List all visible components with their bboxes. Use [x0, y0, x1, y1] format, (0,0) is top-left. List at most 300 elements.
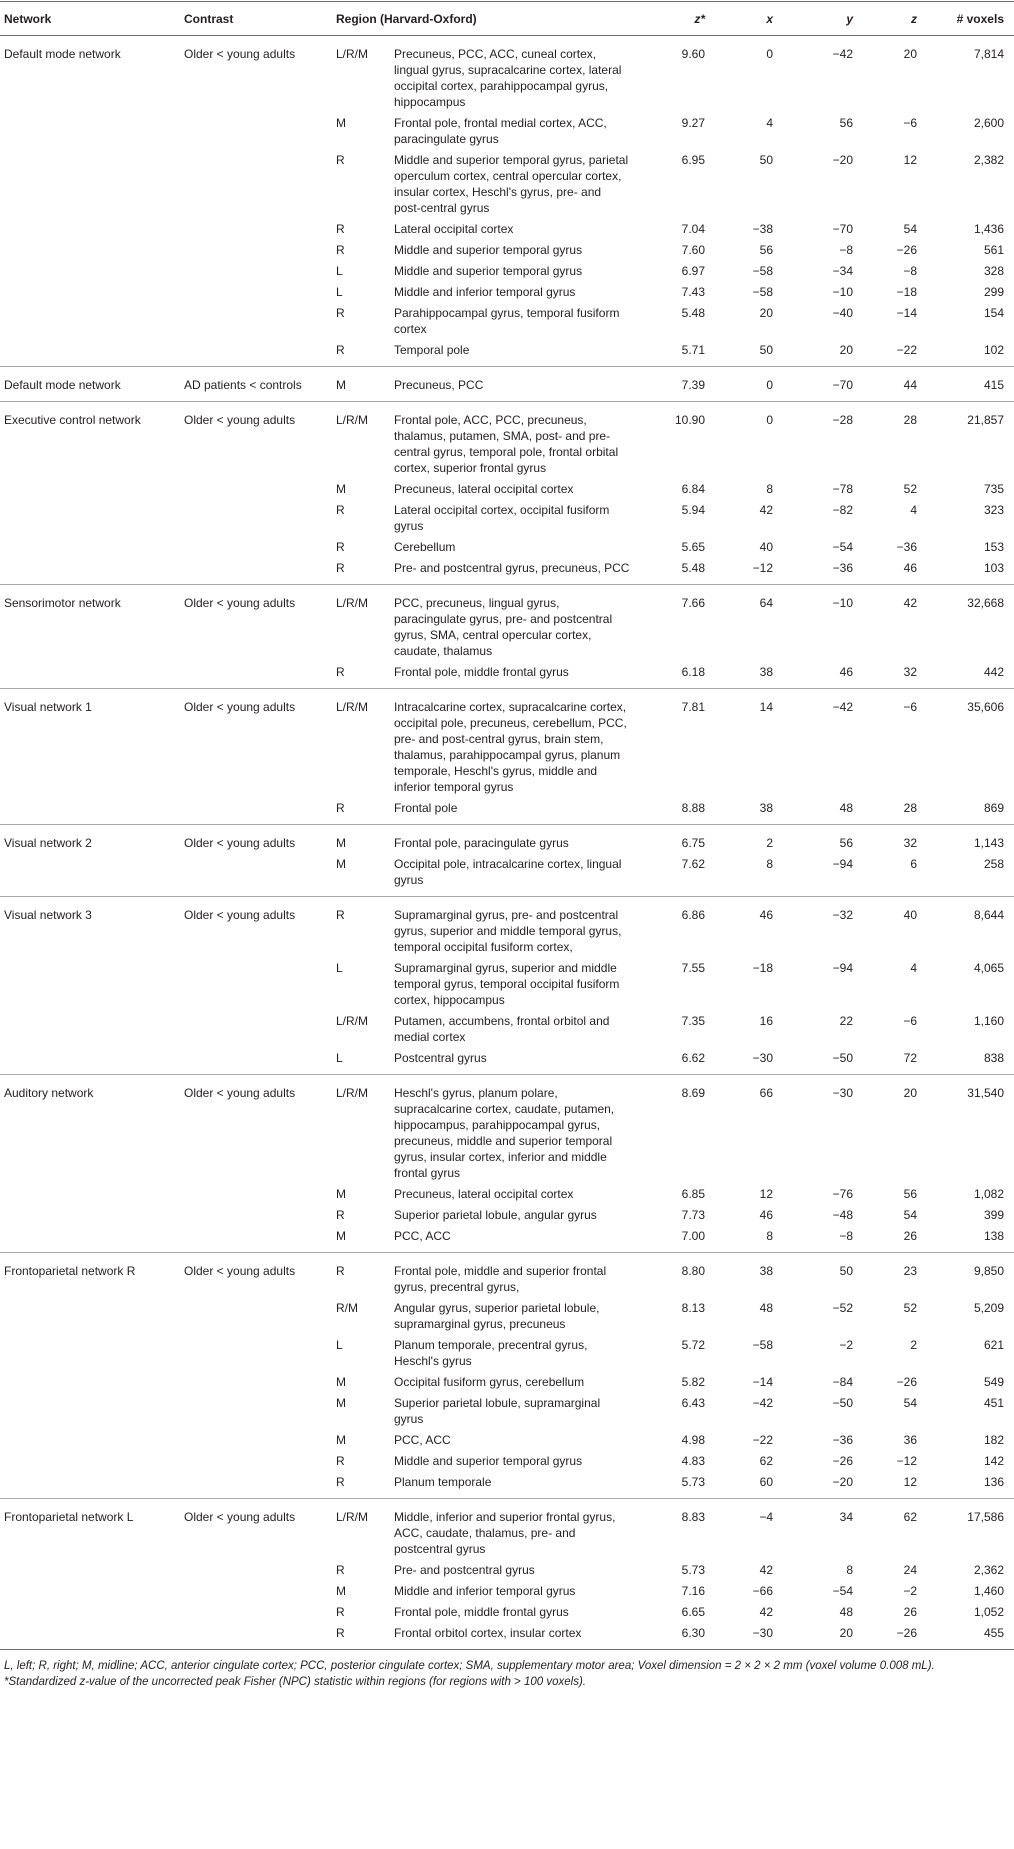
voxels-cell: 869 [927, 798, 1014, 825]
network-cell [0, 340, 180, 367]
x-cell: 12 [759, 1187, 773, 1201]
region-cell: Middle and superior temporal gyrus [394, 264, 583, 278]
contrast-cell [180, 1393, 332, 1430]
table-row [0, 585, 1014, 663]
z-star-cell: 7.35 [681, 1014, 705, 1028]
contrast-cell [180, 1184, 332, 1205]
table-row [0, 1451, 1014, 1472]
x-cell: 40 [759, 540, 773, 554]
network-cell [0, 1472, 180, 1499]
contrast-cell [180, 113, 332, 150]
region-cell: Planum temporale [390, 1472, 633, 1499]
table-row [0, 1623, 1014, 1650]
voxels-cell: 5,209 [973, 1301, 1004, 1315]
network-cell: Frontoparietal network L [4, 1510, 134, 1524]
contrast-cell [180, 340, 332, 367]
contrast-cell: Older < young adults [184, 1264, 296, 1278]
z-star-cell: 7.73 [681, 1208, 705, 1222]
network-cell [0, 479, 180, 500]
x-cell: 38 [715, 662, 783, 689]
table-row [0, 1602, 1014, 1623]
y-cell: −20 [832, 153, 853, 167]
y-cell: 22 [839, 1014, 853, 1028]
x-cell: 0 [715, 367, 783, 402]
region-cell: Precuneus, PCC, ACC, cuneal cortex, lingual gyrus, supracalcarine cortex, lateral occipital cortex, parahippocampal gyrus, hippocampus [394, 47, 622, 109]
contrast-cell [180, 537, 332, 558]
voxels-cell: 35,606 [967, 700, 1004, 714]
header-network: Network [0, 2, 180, 36]
y-cell: 20 [783, 1623, 863, 1650]
region-cell: Angular gyrus, superior parietal lobule, supramarginal gyrus, precuneus [394, 1301, 600, 1331]
y-cell: −10 [832, 596, 853, 610]
contrast-cell [180, 662, 332, 689]
z-cell: 6 [863, 854, 927, 897]
table-row [0, 825, 1014, 855]
x-cell: −58 [752, 264, 773, 278]
voxels-cell: 31,540 [967, 1086, 1004, 1100]
contrast-cell: Older < young adults [184, 413, 296, 427]
contrast-cell [180, 1205, 332, 1226]
y-cell: −28 [832, 413, 853, 427]
network-cell [0, 240, 180, 261]
contrast-cell [180, 1451, 332, 1472]
region-cell: Precuneus, lateral occipital cortex [394, 482, 574, 496]
table-row [0, 689, 1014, 799]
z-cell: 44 [863, 367, 927, 402]
network-cell: Auditory network [4, 1086, 94, 1100]
y-cell: −84 [832, 1375, 853, 1389]
x-cell: −4 [759, 1510, 773, 1524]
header-x: x [715, 2, 783, 36]
z-cell: 72 [863, 1048, 927, 1075]
x-cell: −42 [752, 1396, 773, 1410]
x-cell: 42 [759, 503, 773, 517]
z-star-cell: 7.43 [681, 285, 705, 299]
y-cell: 48 [783, 798, 863, 825]
network-cell [0, 1372, 180, 1393]
table-row [0, 662, 1014, 689]
network-cell: Sensorimotor network [4, 596, 121, 610]
network-cell [0, 558, 180, 585]
voxels-cell: 2,600 [973, 116, 1004, 130]
network-cell: Frontoparietal network R [4, 1264, 136, 1278]
region-cell: Supramarginal gyrus, pre- and postcentral gyrus, superior and middle temporal gyrus, temporal occipital fusiform cortex, [394, 908, 622, 954]
z-cell: 4 [910, 503, 917, 517]
region-cell: Frontal pole [390, 798, 633, 825]
z-star-cell: 6.86 [681, 908, 705, 922]
table-row [0, 1472, 1014, 1499]
table-row [0, 1226, 1014, 1253]
z-star-cell: 6.85 [681, 1187, 705, 1201]
voxels-cell: 153 [983, 540, 1004, 554]
contrast-cell [180, 1560, 332, 1581]
z-cell: −26 [896, 1375, 917, 1389]
z-cell: 12 [903, 153, 917, 167]
region-cell: Frontal pole, middle frontal gyrus [394, 1605, 569, 1619]
hemisphere-cell: R [332, 340, 390, 367]
contrast-cell [180, 558, 332, 585]
table-row [0, 798, 1014, 825]
hemisphere-cell: M [332, 1226, 390, 1253]
x-cell: 64 [759, 596, 773, 610]
y-cell: −94 [832, 961, 853, 975]
y-cell: −48 [832, 1208, 853, 1222]
network-cell [0, 798, 180, 825]
x-cell: 42 [759, 1563, 773, 1577]
table-row [0, 36, 1014, 114]
y-cell: 56 [839, 116, 853, 130]
y-cell: −20 [783, 1472, 863, 1499]
z-cell: −6 [903, 116, 917, 130]
z-star-cell: 5.71 [633, 340, 715, 367]
z-cell: 24 [903, 1563, 917, 1577]
contrast-cell: Older < young adults [184, 700, 296, 714]
x-cell: −30 [715, 1623, 783, 1650]
network-cell [0, 537, 180, 558]
y-cell: −10 [832, 285, 853, 299]
network-cell [0, 1623, 180, 1650]
z-star-cell: 8.69 [681, 1086, 705, 1100]
z-cell: 28 [903, 413, 917, 427]
region-cell: Frontal pole, frontal medial cortex, ACC, paracingulate gyrus [394, 116, 607, 146]
network-cell [0, 1011, 180, 1048]
voxels-cell: 138 [927, 1226, 1014, 1253]
z-cell: −26 [896, 243, 917, 257]
contrast-cell [180, 1472, 332, 1499]
z-cell: 54 [903, 1396, 917, 1410]
z-cell: 26 [903, 1605, 917, 1619]
network-cell [0, 150, 180, 219]
table-row [0, 958, 1014, 1011]
table-row [0, 1393, 1014, 1430]
region-cell: Occipital fusiform gyrus, cerebellum [394, 1375, 585, 1389]
table-row [0, 1430, 1014, 1451]
z-cell: 20 [903, 1086, 917, 1100]
voxels-cell: 154 [983, 306, 1004, 320]
network-cell [0, 1298, 180, 1335]
region-cell: Temporal pole [390, 340, 633, 367]
z-cell: 36 [903, 1433, 917, 1447]
network-cell [0, 854, 180, 897]
z-cell: 52 [903, 482, 917, 496]
hemisphere-cell: M [332, 367, 390, 402]
z-cell: 28 [863, 798, 927, 825]
hemisphere-cell: M [336, 1433, 346, 1447]
table-row [0, 261, 1014, 282]
region-cell: Frontal pole, middle frontal gyrus [390, 662, 633, 689]
y-cell: 48 [839, 1605, 853, 1619]
voxels-cell: 1,460 [973, 1584, 1004, 1598]
z-star-cell: 5.82 [681, 1375, 705, 1389]
contrast-cell [180, 500, 332, 537]
x-cell: 62 [759, 1454, 773, 1468]
z-star-cell: 6.43 [681, 1396, 705, 1410]
x-cell: −30 [715, 1048, 783, 1075]
header-region: Region (Harvard-Oxford) [332, 2, 633, 36]
z-cell: 54 [903, 222, 917, 236]
table-row [0, 1184, 1014, 1205]
hemisphere-cell: L [336, 1338, 343, 1352]
table-row [0, 282, 1014, 303]
hemisphere-cell: R [332, 558, 390, 585]
z-star-cell: 8.88 [633, 798, 715, 825]
hemisphere-cell: M [332, 854, 390, 897]
header-z-star: z* [633, 2, 715, 36]
table-row [0, 150, 1014, 219]
z-star-cell: 6.75 [681, 836, 705, 850]
network-cell [0, 1581, 180, 1602]
network-cell: Default mode network [4, 47, 121, 61]
voxels-cell: 1,143 [973, 836, 1004, 850]
hemisphere-cell: L/R/M [336, 1014, 369, 1028]
z-cell: −18 [896, 285, 917, 299]
z-cell: −14 [896, 306, 917, 320]
x-cell: 2 [766, 836, 773, 850]
hemisphere-cell: R [336, 306, 345, 320]
z-star-cell: 7.16 [681, 1584, 705, 1598]
voxels-cell: 1,436 [973, 222, 1004, 236]
region-cell: Middle and inferior temporal gyrus [394, 285, 576, 299]
region-cell: Postcentral gyrus [390, 1048, 633, 1075]
z-star-cell: 8.80 [681, 1264, 705, 1278]
z-cell: −26 [863, 1623, 927, 1650]
x-cell: −58 [752, 285, 773, 299]
voxels-cell: 442 [927, 662, 1014, 689]
y-cell: −36 [832, 1433, 853, 1447]
z-cell: 20 [903, 47, 917, 61]
z-star-cell: 5.94 [681, 503, 705, 517]
z-cell: 56 [903, 1187, 917, 1201]
voxels-cell: 1,052 [973, 1605, 1004, 1619]
voxels-cell: 32,668 [967, 596, 1004, 610]
hemisphere-cell: R [336, 1563, 345, 1577]
voxels-cell: 549 [983, 1375, 1004, 1389]
z-star-cell: 7.55 [681, 961, 705, 975]
z-star-cell: 9.60 [681, 47, 705, 61]
network-cell [0, 1560, 180, 1581]
y-cell: −40 [832, 306, 853, 320]
z-star-cell: 8.13 [681, 1301, 705, 1315]
z-star-cell: 6.62 [633, 1048, 715, 1075]
region-cell: Superior parietal lobule, supramarginal gyrus [394, 1396, 601, 1426]
table-row [0, 1581, 1014, 1602]
header-row [0, 2, 1014, 36]
y-cell: −94 [783, 854, 863, 897]
voxels-cell: 451 [983, 1396, 1004, 1410]
z-star-cell: 6.18 [633, 662, 715, 689]
y-cell: −34 [832, 264, 853, 278]
table-row [0, 500, 1014, 537]
hemisphere-cell: R [332, 1472, 390, 1499]
y-cell: 8 [846, 1563, 853, 1577]
voxels-cell: 561 [983, 243, 1004, 257]
region-cell: Frontal pole, ACC, PCC, precuneus, thalamus, putamen, SMA, post- and pre-central gyrus, temporal pole, frontal orbital cortex, superior frontal gyrus [394, 413, 619, 475]
voxels-cell: 415 [927, 367, 1014, 402]
z-star-cell: 7.81 [681, 700, 705, 714]
table-header [0, 2, 1014, 36]
header-z: z [863, 2, 927, 36]
region-cell: Planum temporale, precentral gyrus, Heschl's gyrus [394, 1338, 588, 1368]
network-cell [0, 1335, 180, 1372]
contrast-cell [180, 1011, 332, 1048]
region-cell: Middle and superior temporal gyrus, parietal operculum cortex, central opercular cortex, insular cortex, Heschl's gyrus, pre- and post-central gyrus [394, 153, 629, 215]
header-y: y [783, 2, 863, 36]
hemisphere-cell: R [336, 153, 345, 167]
network-cell [0, 958, 180, 1011]
x-cell: 4 [766, 116, 773, 130]
x-cell: 38 [759, 1264, 773, 1278]
hemisphere-cell: R [336, 1208, 345, 1222]
y-cell: −8 [839, 243, 853, 257]
x-cell: −22 [752, 1433, 773, 1447]
contrast-cell: Older < young adults [184, 1086, 296, 1100]
y-cell: 46 [783, 662, 863, 689]
hemisphere-cell: L/R/M [336, 1086, 369, 1100]
voxels-cell: 299 [983, 285, 1004, 299]
z-star-cell: 5.65 [681, 540, 705, 554]
network-cell [0, 1602, 180, 1623]
table-row [0, 402, 1014, 480]
hemisphere-cell: L [336, 961, 343, 975]
hemisphere-cell: L [336, 285, 343, 299]
region-cell: Occipital pole, intracalcarine cortex, lingual gyrus [390, 854, 633, 897]
y-cell: −52 [832, 1301, 853, 1315]
table-body [0, 36, 1014, 1650]
table-row [0, 303, 1014, 340]
voxels-cell: 103 [927, 558, 1014, 585]
y-cell: 20 [783, 340, 863, 367]
network-cell [0, 500, 180, 537]
x-cell: −58 [752, 1338, 773, 1352]
z-star-cell: 10.90 [674, 413, 705, 427]
voxels-cell: 17,586 [967, 1510, 1004, 1524]
contrast-cell [180, 1581, 332, 1602]
voxels-cell: 258 [927, 854, 1014, 897]
table-row [0, 367, 1014, 402]
z-star-cell: 6.95 [681, 153, 705, 167]
z-cell: −6 [903, 1014, 917, 1028]
network-cell [0, 1205, 180, 1226]
z-cell: −2 [903, 1584, 917, 1598]
region-cell: Frontal orbitol cortex, insular cortex [390, 1623, 633, 1650]
network-cell: Visual network 1 [4, 700, 92, 714]
results-table-page [0, 1, 1014, 1690]
z-cell: −12 [896, 1454, 917, 1468]
y-cell: −42 [832, 47, 853, 61]
z-star-cell: 6.84 [681, 482, 705, 496]
region-cell: Heschl's gyrus, planum polare, supracalcarine cortex, caudate, putamen, hippocampus, parahippocampal gyrus, precuneus, middle and superior temporal gyrus, insular cortex, inferior and middle frontal gyrus [394, 1086, 615, 1180]
x-cell: −12 [715, 558, 783, 585]
x-cell: 46 [759, 1208, 773, 1222]
network-cell [0, 219, 180, 240]
voxels-cell: 2,362 [973, 1563, 1004, 1577]
hemisphere-cell: M [336, 1187, 346, 1201]
y-cell: 34 [839, 1510, 853, 1524]
x-cell: 50 [759, 153, 773, 167]
network-cell [0, 1048, 180, 1075]
voxels-cell: 142 [983, 1454, 1004, 1468]
contrast-cell [180, 282, 332, 303]
z-cell: 26 [863, 1226, 927, 1253]
region-cell: Lateral occipital cortex [394, 222, 514, 236]
network-cell [0, 261, 180, 282]
voxels-cell: 102 [927, 340, 1014, 367]
region-cell: Lateral occipital cortex, occipital fusiform gyrus [394, 503, 610, 533]
z-star-cell: 7.39 [633, 367, 715, 402]
contrast-cell: Older < young adults [184, 836, 296, 850]
y-cell: −54 [832, 540, 853, 554]
z-star-cell: 9.27 [681, 116, 705, 130]
network-cell: Default mode network [0, 367, 180, 402]
x-cell: 16 [759, 1014, 773, 1028]
table-row [0, 1048, 1014, 1075]
z-cell: 4 [910, 961, 917, 975]
z-cell: 2 [910, 1338, 917, 1352]
contrast-cell [180, 798, 332, 825]
table-row [0, 1335, 1014, 1372]
y-cell: −2 [839, 1338, 853, 1352]
z-cell: 32 [863, 662, 927, 689]
table-row [0, 1011, 1014, 1048]
contrast-cell [180, 1372, 332, 1393]
hemisphere-cell: R [336, 243, 345, 257]
z-cell: −6 [903, 700, 917, 714]
contrast-cell: Older < young adults [184, 596, 296, 610]
y-cell: −82 [832, 503, 853, 517]
region-cell: PCC, precuneus, lingual gyrus, paracingulate gyrus, pre- and postcentral gyrus, SMA, central opercular cortex, caudate, thalamus [394, 596, 613, 658]
z-star-cell: 8.83 [681, 1510, 705, 1524]
voxels-cell: 9,850 [973, 1264, 1004, 1278]
voxels-cell: 455 [927, 1623, 1014, 1650]
contrast-cell: Older < young adults [184, 47, 296, 61]
z-cell: 23 [903, 1264, 917, 1278]
z-star-cell: 6.65 [681, 1605, 705, 1619]
region-cell: Pre- and postcentral gyrus [394, 1563, 535, 1577]
z-star-cell: 6.30 [633, 1623, 715, 1650]
table-row [0, 1372, 1014, 1393]
network-cell [0, 1184, 180, 1205]
region-cell: Frontal pole, middle and superior frontal gyrus, precentral gyrus, [394, 1264, 607, 1294]
z-cell: 42 [903, 596, 917, 610]
hemisphere-cell: R [336, 1605, 345, 1619]
table-row [0, 479, 1014, 500]
x-cell: −14 [752, 1375, 773, 1389]
x-cell: 8 [715, 854, 783, 897]
x-cell: 20 [759, 306, 773, 320]
table-footnote: L, left; R, right; M, midline; ACC, anterior cingulate cortex; PCC, posterior cingulate cortex; SMA, supplementary motor area; Voxel dimension = 2 × 2 × 2 mm (voxel volume 0.008 mL). *Standardized z-value of the uncorrected peak Fisher (NPC) statistic within regions (for regions with > 100 voxels). [4, 1660, 935, 1688]
hemisphere-cell: R [336, 908, 345, 922]
z-star-cell: 7.66 [681, 596, 705, 610]
contrast-cell [180, 219, 332, 240]
table-row [0, 558, 1014, 585]
network-cell: Visual network 2 [4, 836, 92, 850]
contrast-cell [180, 479, 332, 500]
contrast-cell [180, 240, 332, 261]
hemisphere-cell: R [332, 798, 390, 825]
network-cell [0, 303, 180, 340]
contrast-cell [180, 1298, 332, 1335]
z-cell: −36 [896, 540, 917, 554]
region-cell: Superior parietal lobule, angular gyrus [394, 1208, 597, 1222]
network-cell [0, 1393, 180, 1430]
x-cell: −18 [752, 961, 773, 975]
x-cell: 8 [766, 482, 773, 496]
hemisphere-cell: L/R/M [336, 1510, 369, 1524]
region-cell: Frontal pole, paracingulate gyrus [394, 836, 569, 850]
hemisphere-cell: L/R/M [336, 700, 369, 714]
z-cell: 62 [903, 1510, 917, 1524]
hemisphere-cell: R/M [336, 1301, 358, 1315]
